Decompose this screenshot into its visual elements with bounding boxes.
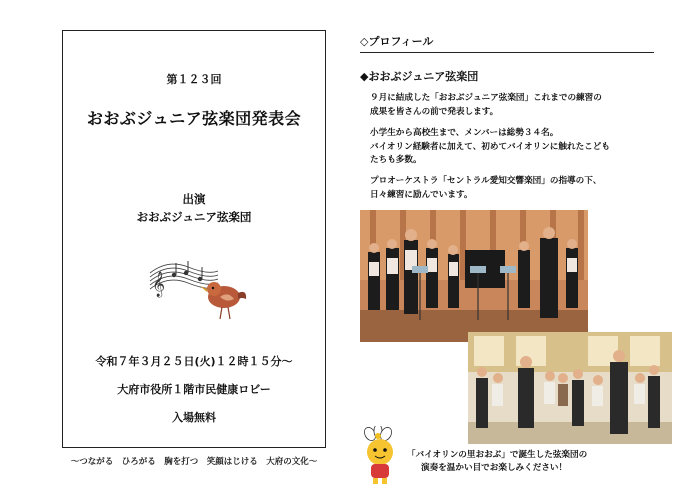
performance-photo-stage: [360, 210, 588, 342]
profile-paragraph-1: ９月に結成した「おおぶジュニア弦楽団」これまでの練習の 成果を皆さんの前で発表します。: [370, 93, 602, 117]
svg-text:𝄞: 𝄞: [152, 272, 166, 297]
mascot-character-icon: [358, 426, 404, 486]
footer-slogan: ～つながる ひろがる 胸を打つ 笑顔はじける 大府の文化～: [70, 457, 318, 467]
admission-fee: 入場無料: [172, 411, 216, 424]
edition-number: 第１２３回: [166, 73, 222, 86]
concert-title: おおぶジュニア弦楽団発表会: [86, 109, 302, 128]
closing-message: 「バイオリンの里おおぶ」で誕生した弦楽団の 演奏を温かい目でお楽しみください！: [407, 450, 588, 473]
profile-paragraph-3: プロオーケストラ「セントラル愛知交響楽団」の指導の下、 日々練習に励んでいます。: [370, 176, 602, 200]
profile-subheading: ◆おおぶジュニア弦楽団: [360, 70, 479, 83]
rehearsal-photo: [468, 332, 672, 444]
concert-date-time: 令和７年３月２５日(火)１２時１５分～: [95, 355, 293, 368]
music-bird-icon: [148, 253, 248, 323]
performer-name: おおぶジュニア弦楽団: [136, 210, 252, 224]
profile-heading: ◇プロフィール: [360, 33, 654, 53]
concert-flyer-box: [62, 30, 326, 448]
performer-heading: 出演: [182, 192, 206, 206]
profile-paragraph-2: 小学生から高校生まで、メンバーは総勢３４名。 バイオリン経験者に加えて、初めてバイオリンに触れたこども たちも多数。: [370, 128, 610, 165]
concert-venue: 大府市役所１階市民健康ロビー: [117, 383, 271, 396]
